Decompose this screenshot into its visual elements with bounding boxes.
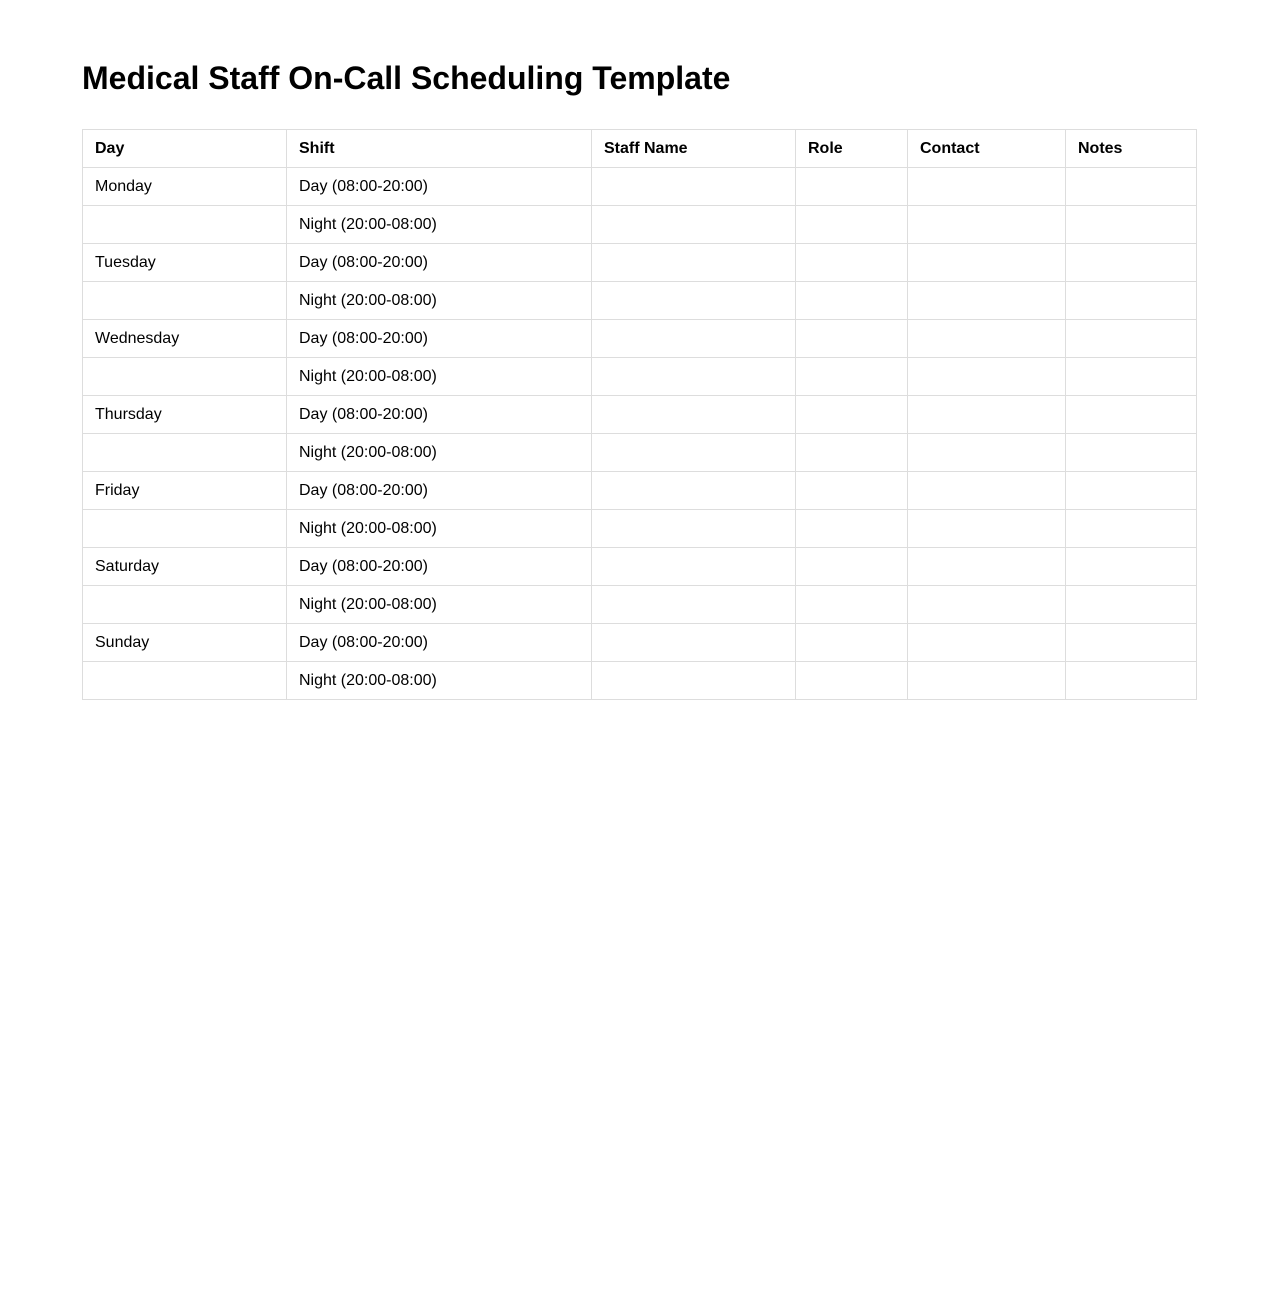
cell-contact <box>908 168 1066 206</box>
cell-contact <box>908 472 1066 510</box>
cell-day: Thursday <box>83 396 287 434</box>
table-row <box>83 510 1197 548</box>
cell-role <box>796 206 908 244</box>
header-shift: Shift <box>287 130 592 168</box>
cell-day <box>83 358 287 396</box>
cell-contact <box>908 662 1066 700</box>
cell-contact <box>908 244 1066 282</box>
cell-role <box>796 358 908 396</box>
cell-contact <box>908 358 1066 396</box>
cell-role <box>796 434 908 472</box>
table-row <box>83 662 1197 700</box>
cell-day: Tuesday <box>83 244 287 282</box>
cell-shift: Day (08:00-20:00) <box>287 472 592 510</box>
cell-contact <box>908 624 1066 662</box>
table-row <box>83 244 1197 282</box>
header-row <box>83 130 1197 168</box>
table-row <box>83 282 1197 320</box>
table-row <box>83 472 1197 510</box>
cell-day: Saturday <box>83 548 287 586</box>
cell-day <box>83 282 287 320</box>
table-row <box>83 434 1197 472</box>
cell-staff-name <box>592 548 796 586</box>
cell-contact <box>908 396 1066 434</box>
cell-notes <box>1066 396 1197 434</box>
cell-shift: Night (20:00-08:00) <box>287 282 592 320</box>
cell-notes <box>1066 168 1197 206</box>
cell-staff-name <box>592 396 796 434</box>
cell-contact <box>908 548 1066 586</box>
cell-notes <box>1066 434 1197 472</box>
cell-contact <box>908 282 1066 320</box>
cell-role <box>796 586 908 624</box>
cell-role <box>796 396 908 434</box>
cell-staff-name <box>592 358 796 396</box>
cell-staff-name <box>592 320 796 358</box>
cell-notes <box>1066 244 1197 282</box>
cell-day: Friday <box>83 472 287 510</box>
cell-staff-name <box>592 168 796 206</box>
cell-role <box>796 320 908 358</box>
cell-contact <box>908 320 1066 358</box>
cell-shift: Night (20:00-08:00) <box>287 206 592 244</box>
cell-shift: Day (08:00-20:00) <box>287 168 592 206</box>
cell-role <box>796 624 908 662</box>
cell-staff-name <box>592 206 796 244</box>
cell-day <box>83 662 287 700</box>
cell-shift: Day (08:00-20:00) <box>287 624 592 662</box>
cell-day <box>83 510 287 548</box>
cell-day: Monday <box>83 168 287 206</box>
cell-contact <box>908 586 1066 624</box>
table-row <box>83 586 1197 624</box>
cell-shift: Night (20:00-08:00) <box>287 358 592 396</box>
cell-notes <box>1066 358 1197 396</box>
header-notes: Notes <box>1066 130 1197 168</box>
cell-notes <box>1066 662 1197 700</box>
header-contact: Contact <box>908 130 1066 168</box>
cell-staff-name <box>592 282 796 320</box>
cell-role <box>796 282 908 320</box>
cell-day <box>83 586 287 624</box>
schedule-table <box>82 129 1197 700</box>
cell-role <box>796 510 908 548</box>
header-day: Day <box>83 130 287 168</box>
cell-shift: Night (20:00-08:00) <box>287 662 592 700</box>
table-row <box>83 624 1197 662</box>
cell-shift: Day (08:00-20:00) <box>287 320 592 358</box>
cell-staff-name <box>592 662 796 700</box>
cell-shift: Night (20:00-08:00) <box>287 586 592 624</box>
cell-role <box>796 168 908 206</box>
table-row <box>83 168 1197 206</box>
cell-contact <box>908 510 1066 548</box>
cell-contact <box>908 434 1066 472</box>
table-row <box>83 548 1197 586</box>
cell-staff-name <box>592 624 796 662</box>
cell-role <box>796 662 908 700</box>
cell-notes <box>1066 206 1197 244</box>
cell-notes <box>1066 624 1197 662</box>
cell-staff-name <box>592 434 796 472</box>
cell-role <box>796 548 908 586</box>
cell-shift: Night (20:00-08:00) <box>287 434 592 472</box>
cell-staff-name <box>592 586 796 624</box>
cell-notes <box>1066 586 1197 624</box>
cell-day <box>83 206 287 244</box>
cell-notes <box>1066 472 1197 510</box>
table-row <box>83 396 1197 434</box>
cell-role <box>796 472 908 510</box>
cell-role <box>796 244 908 282</box>
cell-shift: Night (20:00-08:00) <box>287 510 592 548</box>
cell-day: Sunday <box>83 624 287 662</box>
cell-contact <box>908 206 1066 244</box>
cell-shift: Day (08:00-20:00) <box>287 548 592 586</box>
header-staff-name: Staff Name <box>592 130 796 168</box>
table-row <box>83 320 1197 358</box>
cell-day: Wednesday <box>83 320 287 358</box>
table-row <box>83 358 1197 396</box>
cell-shift: Day (08:00-20:00) <box>287 244 592 282</box>
cell-notes <box>1066 282 1197 320</box>
cell-notes <box>1066 510 1197 548</box>
cell-shift: Day (08:00-20:00) <box>287 396 592 434</box>
cell-staff-name <box>592 472 796 510</box>
cell-staff-name <box>592 510 796 548</box>
header-role: Role <box>796 130 908 168</box>
cell-notes <box>1066 548 1197 586</box>
cell-staff-name <box>592 244 796 282</box>
cell-notes <box>1066 320 1197 358</box>
cell-day <box>83 434 287 472</box>
table-row <box>83 206 1197 244</box>
page-title: Medical Staff On-Call Scheduling Template <box>82 60 731 96</box>
